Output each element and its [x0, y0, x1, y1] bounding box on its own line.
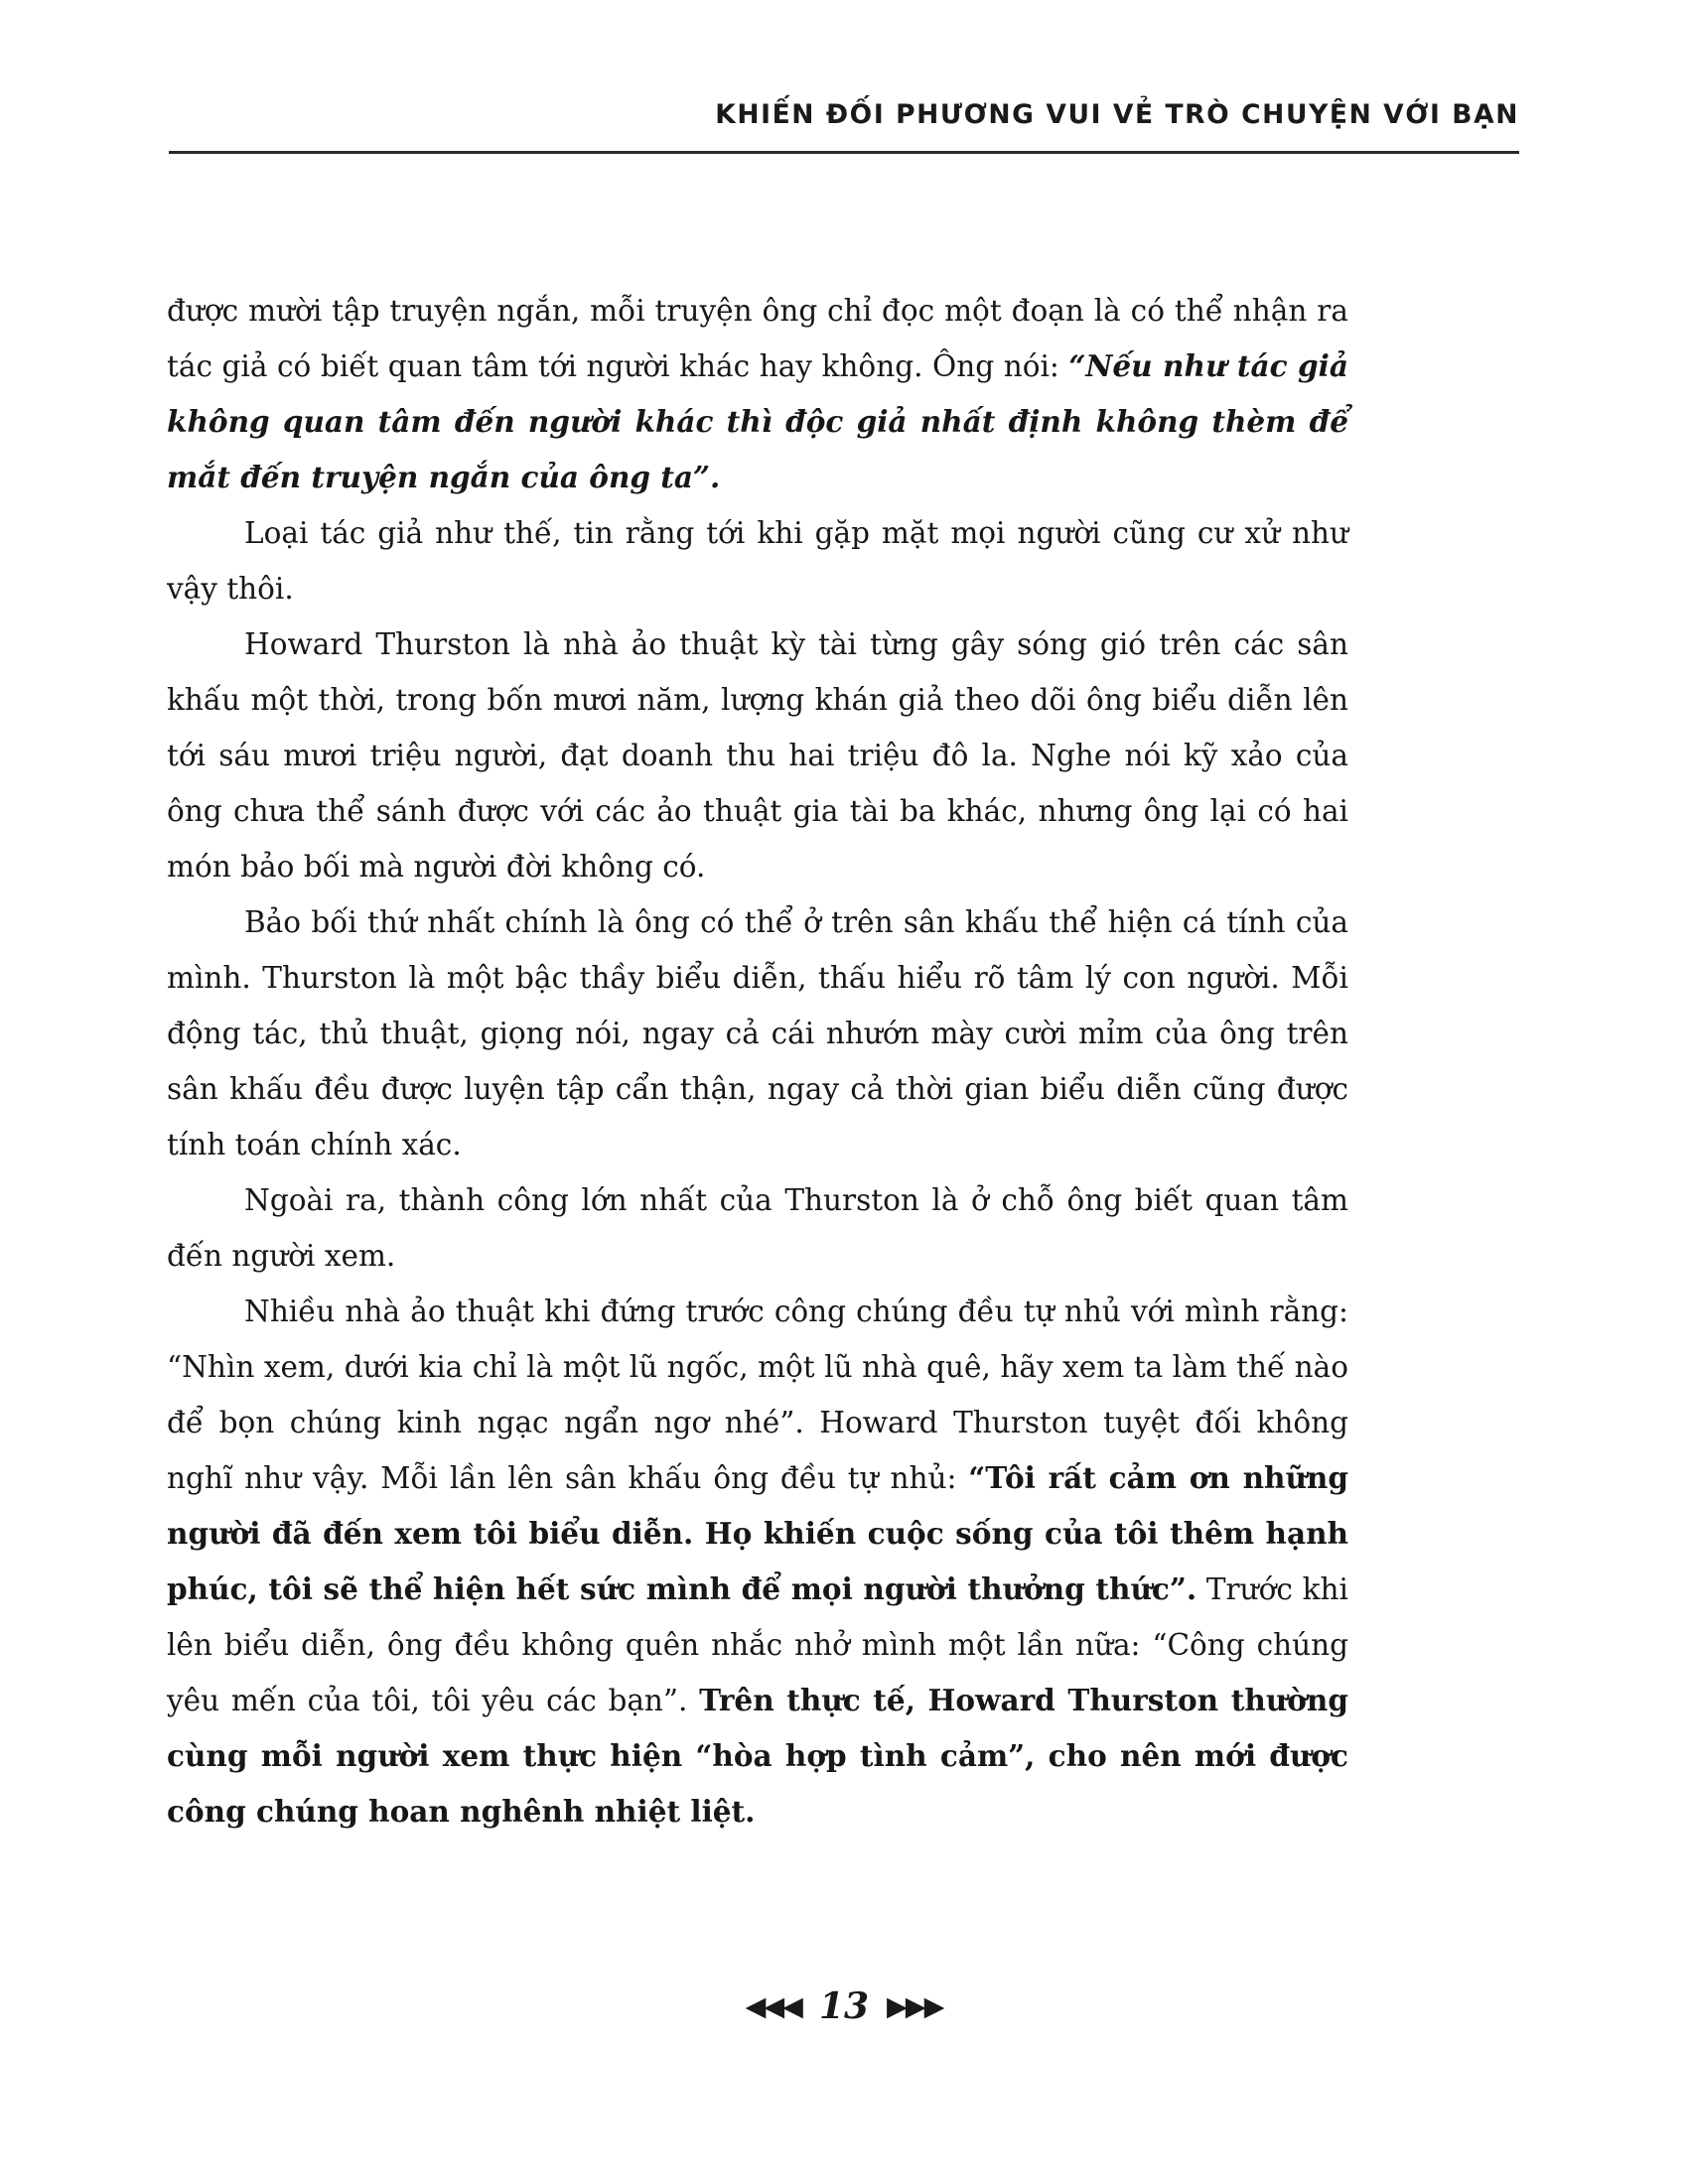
paragraph-4: Bảo bối thứ nhất chính là ông có thể ở trên sân khấu thể hiện cá tính của mình. Thurston là một bậc thầy biểu diễn, thấu hiểu rõ tâm lý con người. Mỗi động tác, thủ thuật, giọng nói, ngay cả cái nhướn mày cười mỉm của ông trên sân khấu đều được luyện tập cẩn thận, ngay cả thời gian biểu diễn cũng được tính toán chính xác.: [167, 905, 1348, 1161]
paragraph-6: [167, 1284, 1348, 1840]
right-arrows-icon: ▶▶▶: [887, 1991, 943, 2022]
paragraph-3: Howard Thurston là nhà ảo thuật kỳ tài từng gây sóng gió trên các sân khấu một thời, trong bốn mươi năm, lượng khán giả theo dõi ông biểu diễn lên tới sáu mươi triệu người, đạt doanh thu hai triệu đô la. Nghe nói kỹ xảo của ông chưa thể sánh được với các ảo thuật gia tài ba khác, nhưng ông lại có hai món bảo bối mà người đời không có.: [167, 627, 1348, 884]
page-number: 13: [818, 1985, 870, 2027]
paragraph-6-bold-quote-1: “Tôi rất cảm ơn những người đã đến xem tôi biểu diễn. Họ khiến cuộc sống của tôi thêm hạnh phúc, tôi sẽ thể hiện hết sức mình để mọi người thưởng thức”.: [167, 1460, 1348, 1606]
header-divider: [169, 151, 1519, 154]
left-arrows-icon: ◀◀◀: [745, 1991, 801, 2022]
paragraph-1-text: được mười tập truyện ngắn, mỗi truyện ông chỉ đọc một đoạn là có thể nhận ra tác giả có biết quan tâm tới người khác hay không. Ông nói:: [167, 294, 1348, 383]
page-body: [167, 283, 1348, 1840]
paragraph-6-text-b: Trước khi lên biểu diễn, ông đều không quên nhắc nhở mình một lần nữa: “Công chúng yêu mến của tôi, tôi yêu các bạn”.: [167, 1572, 1348, 1717]
paragraph-5: Ngoài ra, thành công lớn nhất của Thurston là ở chỗ ông biết quan tâm đến người xem.: [167, 1183, 1348, 1273]
paragraph-6-bold-quote-2: Trên thực tế, Howard Thurston thường cùng mỗi người xem thực hiện “hòa hợp tình cảm”, cho nên mới được công chúng hoan nghênh nhiệt liệt.: [167, 1683, 1348, 1829]
paragraph-1-quote: “Nếu như tác giả không quan tâm đến người khác thì độc giả nhất định không thèm để mắt đến truyện ngắn của ông ta”.: [167, 348, 1348, 494]
paragraph-1: [167, 283, 1348, 505]
paragraph-2: Loại tác giả như thế, tin rằng tới khi gặp mặt mọi người cũng cư xử như vậy thôi.: [167, 516, 1348, 606]
paragraph-6-text-a: Nhiều nhà ảo thuật khi đứng trước công chúng đều tự nhủ với mình rằng: “Nhìn xem, dưới kia chỉ là một lũ ngốc, một lũ nhà quê, hãy xem ta làm thế nào để bọn chúng kinh ngạc ngẩn ngơ nhé”. Howard Thurston tuyệt đối không nghĩ như vậy. Mỗi lần lên sân khấu ông đều tự nhủ:: [167, 1295, 1348, 1495]
running-head: KHIẾN ĐỐI PHƯƠNG VUI VẺ TRÒ CHUYỆN VỚI BẠN: [715, 99, 1519, 130]
page-footer: [0, 1985, 1688, 2027]
